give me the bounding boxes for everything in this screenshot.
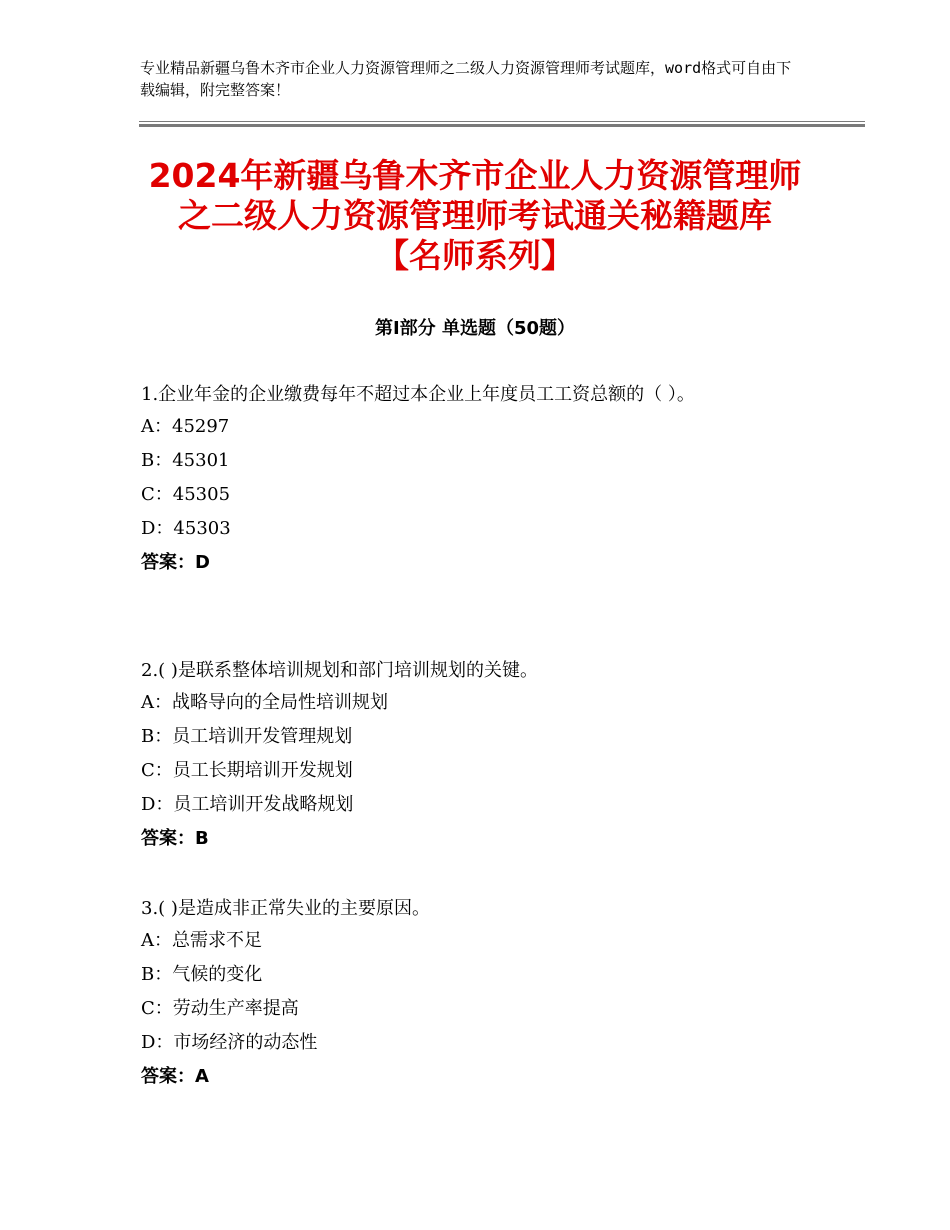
option-a: A：45297 <box>141 416 230 437</box>
option-d: D：员工培训开发战略规划 <box>141 794 354 815</box>
title-line-1: 2024年新疆乌鲁木齐市企业人力资源管理师 <box>148 156 802 195</box>
option-c: C：劳动生产率提高 <box>141 998 299 1019</box>
option-d: D：45303 <box>141 518 231 539</box>
title-line-3: 【名师系列】 <box>376 236 574 275</box>
question-2 <box>141 656 801 856</box>
question-1 <box>141 380 801 580</box>
header-note: 专业精品新疆乌鲁木齐市企业人力资源管理师之二级人力资源管理师考试题库，word格式可自由下载编辑，附完整答案！ <box>140 59 792 99</box>
option-b: B：员工培训开发管理规划 <box>141 726 353 747</box>
option-d: D：市场经济的动态性 <box>141 1032 318 1053</box>
answer: 答案：D <box>141 552 210 573</box>
document-title <box>100 156 850 276</box>
question-3 <box>141 894 801 1094</box>
question-stem: 1.企业年金的企业缴费每年不超过本企业上年度员工工资总额的（ ）。 <box>141 384 695 405</box>
answer: 答案：A <box>141 1066 209 1087</box>
header-rule-thin <box>139 121 865 122</box>
header-rule-thick <box>139 124 865 127</box>
title-line-2: 之二级人力资源管理师考试通关秘籍题库 <box>178 196 772 235</box>
question-stem: 3.( )是造成非正常失业的主要原因。 <box>141 898 430 919</box>
section-heading: 第Ⅰ部分 单选题（50题） <box>374 318 575 339</box>
option-c: C：员工长期培训开发规划 <box>141 760 353 781</box>
option-a: A：战略导向的全局性培训规划 <box>141 692 388 713</box>
option-b: B：45301 <box>141 450 230 471</box>
option-a: A：总需求不足 <box>141 930 262 951</box>
question-stem: 2.( )是联系整体培训规划和部门培训规划的关键。 <box>141 660 538 681</box>
answer: 答案：B <box>141 828 209 849</box>
option-c: C：45305 <box>141 484 231 505</box>
option-b: B：气候的变化 <box>141 964 263 985</box>
